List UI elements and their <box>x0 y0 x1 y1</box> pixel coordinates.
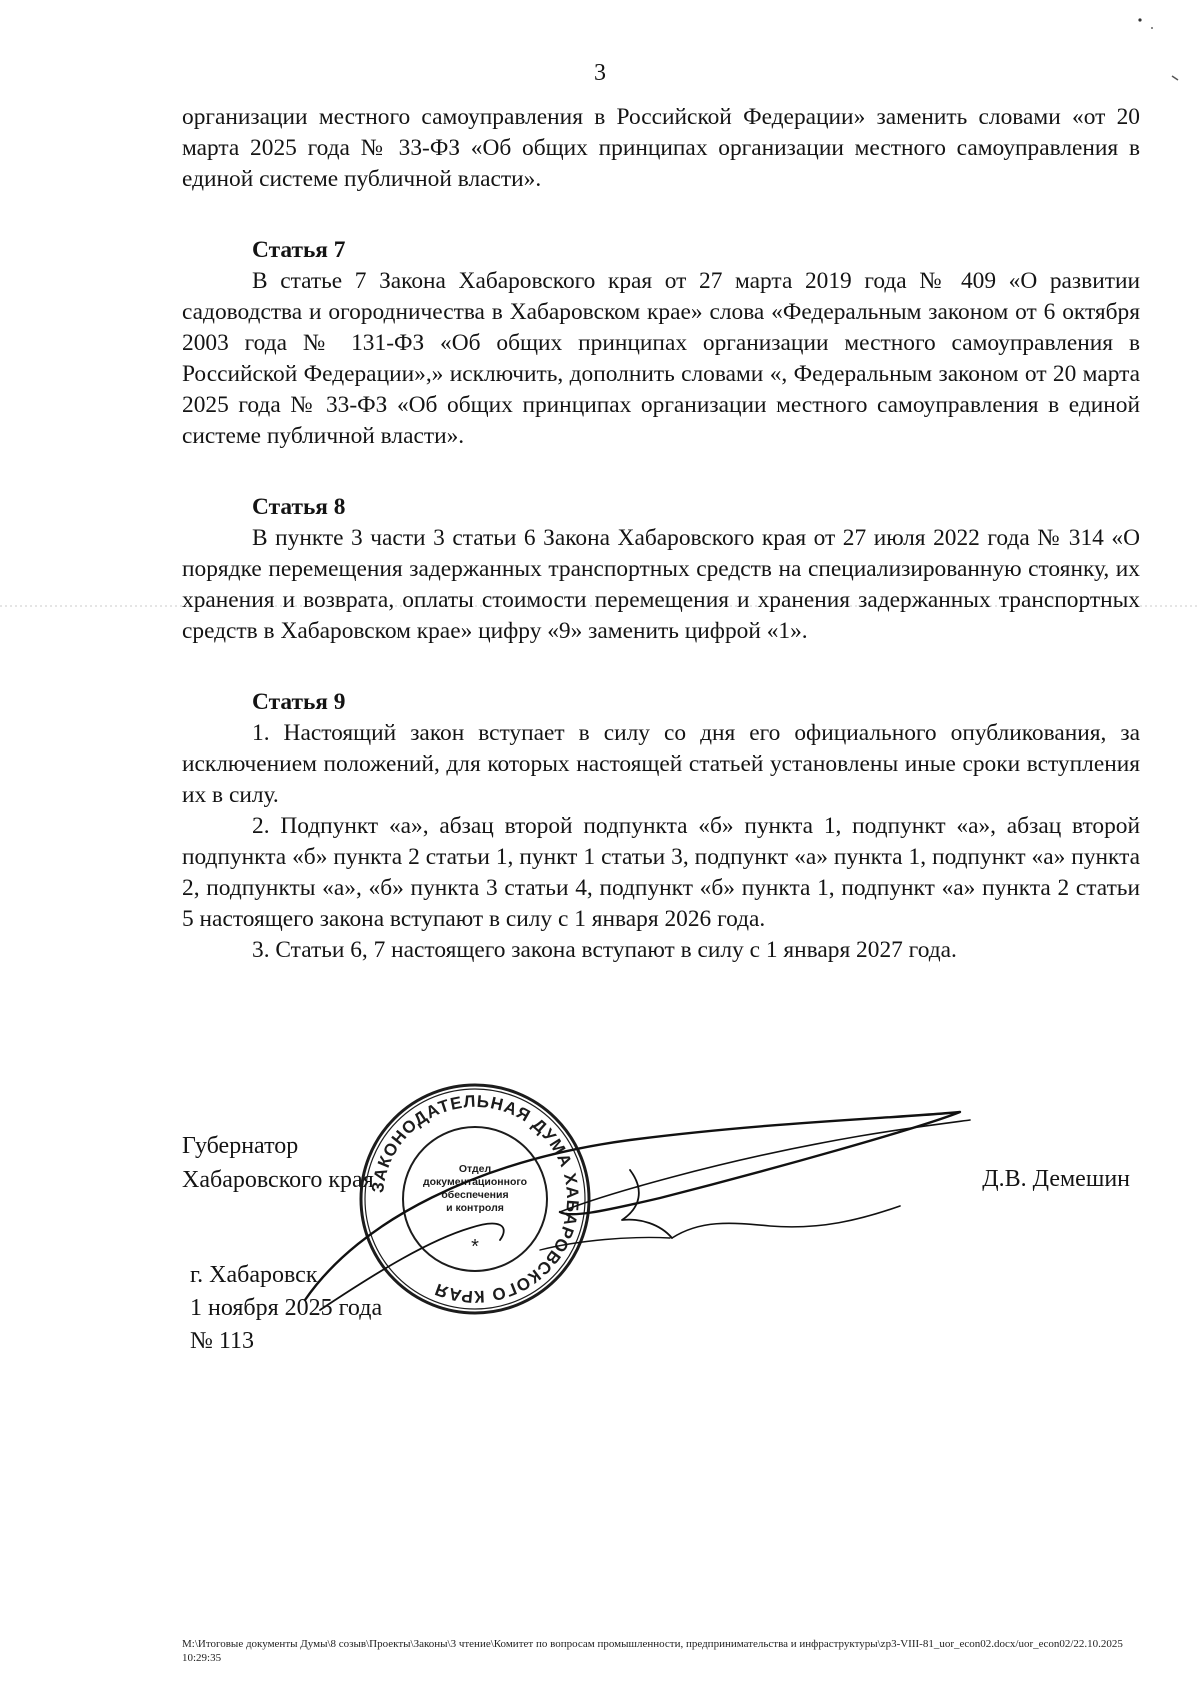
city: г. Хабаровск <box>190 1262 318 1288</box>
handwritten-signature <box>300 1100 1160 1330</box>
article-paragraph: 1. Настоящий закон вступает в силу со дня его официального опубликования, за исключением положений, для которых настоящей статьей установлены иные сроки вступления их в силу. <box>182 720 1140 808</box>
page-number: 3 <box>594 60 606 86</box>
article-paragraph: 3. Статьи 6, 7 настоящего закона вступают в силу с 1 января 2027 года. <box>252 937 957 963</box>
position-line: Губернатор <box>182 1133 299 1159</box>
article-9 <box>182 687 1140 966</box>
date: 1 ноября 2025 года <box>190 1295 383 1321</box>
seal-center-line: документационного <box>422 1176 528 1188</box>
position-line: Хабаровского края <box>182 1167 374 1193</box>
article-heading: Статья 7 <box>252 237 346 263</box>
article-8 <box>182 492 1140 647</box>
article-paragraph: В пункте 3 части 3 статьи 6 Закона Хабаровского края от 27 июля 2022 года № 314 «О порядке перемещения задержанных транспортных средств на специализированную стоянку, их хранения и возврата, оплаты стоимости перемещения и хранения задержанных транспортных средств в Хабаровском крае» цифру «9» заменить цифрой «1». <box>182 525 1140 644</box>
signatory-name: Д.В. Демешин <box>982 1166 1130 1192</box>
law-body <box>182 102 1140 966</box>
article-heading: Статья 9 <box>252 689 346 715</box>
seal-center-line: и контроля <box>446 1202 504 1214</box>
seal-star: * <box>471 1236 479 1258</box>
intro-paragraph: организации местного самоуправления в Российской Федерации» заменить словами «от 20 марта 2025 года № 33-ФЗ «Об общих принципах организации местного самоуправления в единой системе публичной власти». <box>182 104 1140 192</box>
seal-center-line: Отдел <box>458 1163 492 1175</box>
seal-ring-text: ЗАКОНОДАТЕЛЬНАЯ ДУМА ХАБАРОВСКОГО КРАЯ <box>368 1091 583 1307</box>
file-path-footer: M:\Итоговые документы Думы\8 созыв\Проекты\Законы\3 чтение\Комитет по вопросам промышленности, предпринимательства и инфраструктуры\zp3-VIII-81_uor_econ02.docx/uor_econ02/22.10.2025 10:29:35 <box>182 1638 1123 1664</box>
seal-center-line: обеспечения <box>441 1189 509 1201</box>
article-paragraph: В статье 7 Закона Хабаровского края от 27 марта 2019 года № 409 «О развитии садоводства и огородничества в Хабаровском крае» слова «Федеральным законом от 6 октября 2003 года № 131-ФЗ «Об общих принципах организации местного самоуправления в Российской Федерации»,» исключить, дополнить словами «, Федеральным законом от 20 марта 2025 года № 33-ФЗ «Об общих принципах организации местного самоуправления в единой системе публичной власти». <box>182 268 1140 449</box>
article-heading: Статья 8 <box>252 494 346 520</box>
law-number: № 113 <box>190 1328 255 1354</box>
article-paragraph: 2. Подпункт «а», абзац второй подпункта «б» пункта 1, подпункт «а», абзац второй подпункта «б» пункта 2 статьи 1, пункт 1 статьи 3, подпункт «а» пункта 1, подпункт «а» пункта 2, подпункты «а», «б» пункта 3 статьи 4, подпункт «б» пункта 1, подпункт «а» пункта 2 статьи 5 настоящего закона вступают в силу с 1 января 2026 года. <box>182 813 1140 932</box>
article-7 <box>182 235 1140 452</box>
